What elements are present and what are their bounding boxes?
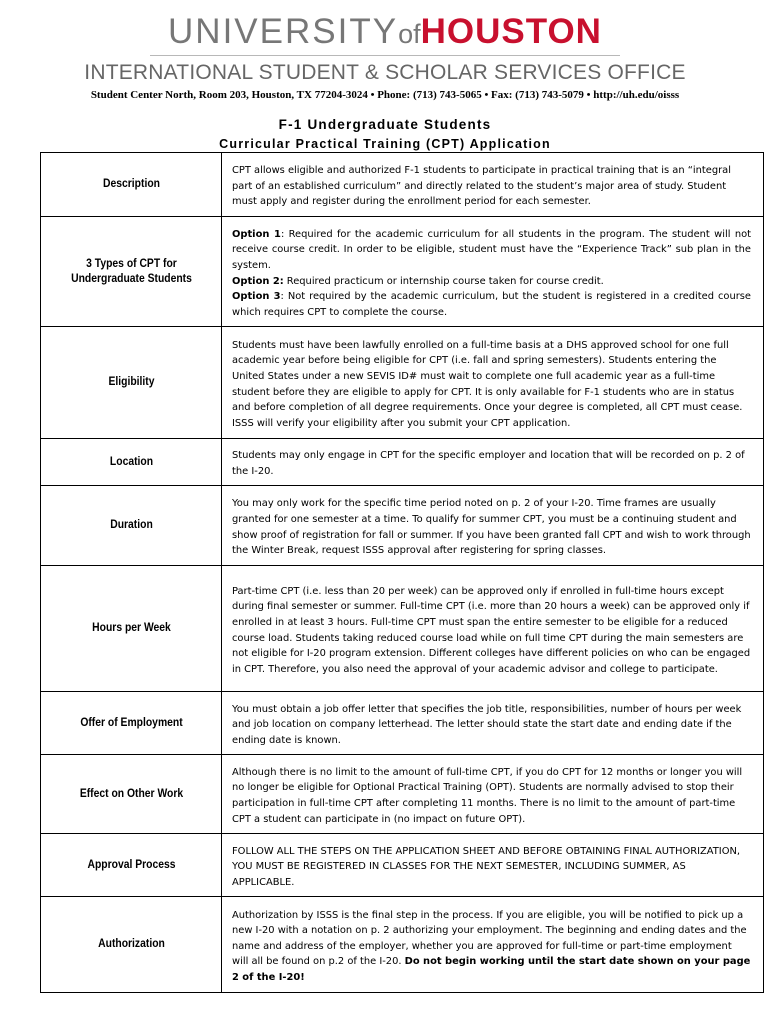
row-text xyxy=(222,217,764,327)
row-offer xyxy=(41,692,764,755)
row-text: FOLLOW ALL THE STEPS ON THE APPLICATION SHEET AND BEFORE OBTAINING FINAL AUTHORIZATION, YOU MUST BE REGISTERED IN CLASSES FOR THE NEXT SEMESTER, INCLUDING SUMMER, AS APPLICABLE. xyxy=(222,834,764,897)
row-text: You must obtain a job offer letter that specifies the job title, responsibilities, number of hours per week and job location on company letterhead. The letter should state the start date and ending date if the ending date is known. xyxy=(222,692,764,755)
row-text xyxy=(222,897,764,993)
row-text: Part-time CPT (i.e. less than 20 per week) can be approved only if enrolled in full-time hours except during final semester or summer. Full-time CPT (i.e. more than 20 hours a week) can be approved only if enrolled in at least 3 hours. Full-time CPT must span the entire semester to be eligible for a reduced course load. Students taking reduced course load while on full time CPT during the main semesters are not eligible for I-20 program extension. Different colleges have different policies on who can be engaged in CPT. Therefore, you also need the approval of your academic advisor and college to participate. xyxy=(222,566,764,692)
option-1 xyxy=(232,227,751,274)
row-label: Approval Process xyxy=(50,834,213,897)
row-authorization xyxy=(41,897,764,993)
option-2 xyxy=(232,274,751,290)
office-name: INTERNATIONAL STUDENT & SCHOLAR SERVICES OFFICE xyxy=(84,61,686,84)
row-text: Although there is no limit to the amount of full-time CPT, if you do CPT for 12 months or longer you will no longer be eligible for Optional Practical Training (OPT). Students are normally advised to stop their participation in full-time CPT after completing 11 months. There is no limit to the amount of part-time CPT a student can participate in (no impact on future OPT). xyxy=(222,755,764,834)
header-divider xyxy=(150,55,620,56)
logo-of-text: of xyxy=(398,19,421,49)
page-title: F-1 Undergraduate Students xyxy=(278,117,492,132)
row-label: Hours per Week xyxy=(50,566,213,692)
authorization-warning: Do not begin working until the start date shown on your page 2 of the I-20! xyxy=(232,956,751,983)
row-label: Description xyxy=(50,153,213,217)
page-subtitle: Curricular Practical Training (CPT) Application xyxy=(219,137,551,151)
row-text: Students must have been lawfully enrolled on a full-time basis at a DHS approved school for one full academic year before being eligible for CPT (i.e. fall and spring semesters). Students entering the United States under a new SEVIS ID# must wait to complete one full academic year as a full-time student before they are eligible to apply for CPT. It is only available for F-1 students who are in status and before completion of all degree requirements. Once your degree is completed, all CPT must cease. ISSS will verify your eligibility after you submit your CPT application. xyxy=(222,327,764,439)
option-2-label: Option 2: xyxy=(232,275,284,287)
row-label: Duration xyxy=(50,486,213,566)
logo-houston-text: HOUSTON xyxy=(420,12,602,51)
row-label: Effect on Other Work xyxy=(50,755,213,834)
row-description xyxy=(41,153,764,217)
authorization-text: Authorization by ISSS is the final step in the process. If you are eligible, you will be notified to pick up a new I-20 with a notation on p. 2 authorizing your employment. The beginning and ending dates and the name and address of the employer, whether you are approved for full-time or part-time employment will all be found on p.2 of the I-20. xyxy=(232,909,747,968)
row-label: Authorization xyxy=(50,897,213,993)
option-3-text: : Not required by the academic curriculum, but the student is registered in a credited course which requires CPT to complete the course. xyxy=(232,291,751,318)
option-2-text: Required practicum or internship course taken for course credit. xyxy=(283,275,604,287)
option-3-label: Option 3 xyxy=(232,291,281,303)
logo-university-text: UNIVERSITY xyxy=(168,12,399,51)
row-text: Students may only engage in CPT for the specific employer and location that will be recorded on p. 2 of the I-20. xyxy=(222,439,764,486)
row-eligibility xyxy=(41,327,764,439)
option-3 xyxy=(232,289,751,320)
cpt-info-table xyxy=(40,152,764,993)
option-1-label: Option 1 xyxy=(232,228,281,240)
row-hours xyxy=(41,566,764,692)
row-text: CPT allows eligible and authorized F-1 students to participate in practical training that is an “integral part of an established curriculum” and directly related to the student’s major area of study. Student must apply and register during the enrollment period for each semester. xyxy=(222,153,764,217)
university-logo xyxy=(0,12,770,54)
row-approval xyxy=(41,834,764,897)
row-location xyxy=(41,439,764,486)
row-text: You may only work for the specific time period noted on p. 2 of your I-20. Time frames are usually granted for one semester at a time. To qualify for summer CPT, you must be a continuing student and show proof of registration for fall or summer. If you have been granted fall CPT and wish to work through the Winter Break, request ISSS approval after registering for spring classes. xyxy=(222,486,764,566)
row-label xyxy=(50,217,213,327)
option-1-text: : Required for the academic curriculum for all students in the program. The student will not receive course credit. In order to be eligible, student must have the “Experience Track” sub plan in the system. xyxy=(232,228,752,271)
row-types xyxy=(41,217,764,327)
row-effect xyxy=(41,755,764,834)
office-address: Student Center North, Room 203, Houston, TX 77204-3024 • Phone: (713) 743-5065 • Fax: (713) 743-5079 • http://uh.edu/oisss xyxy=(90,89,680,101)
row-label-line: 3 Types of CPT for xyxy=(85,257,177,270)
row-label: Eligibility xyxy=(50,327,213,439)
row-label: Offer of Employment xyxy=(50,692,213,755)
row-label-line: Undergraduate Students xyxy=(70,272,192,285)
row-label: Location xyxy=(50,439,213,486)
row-duration xyxy=(41,486,764,566)
